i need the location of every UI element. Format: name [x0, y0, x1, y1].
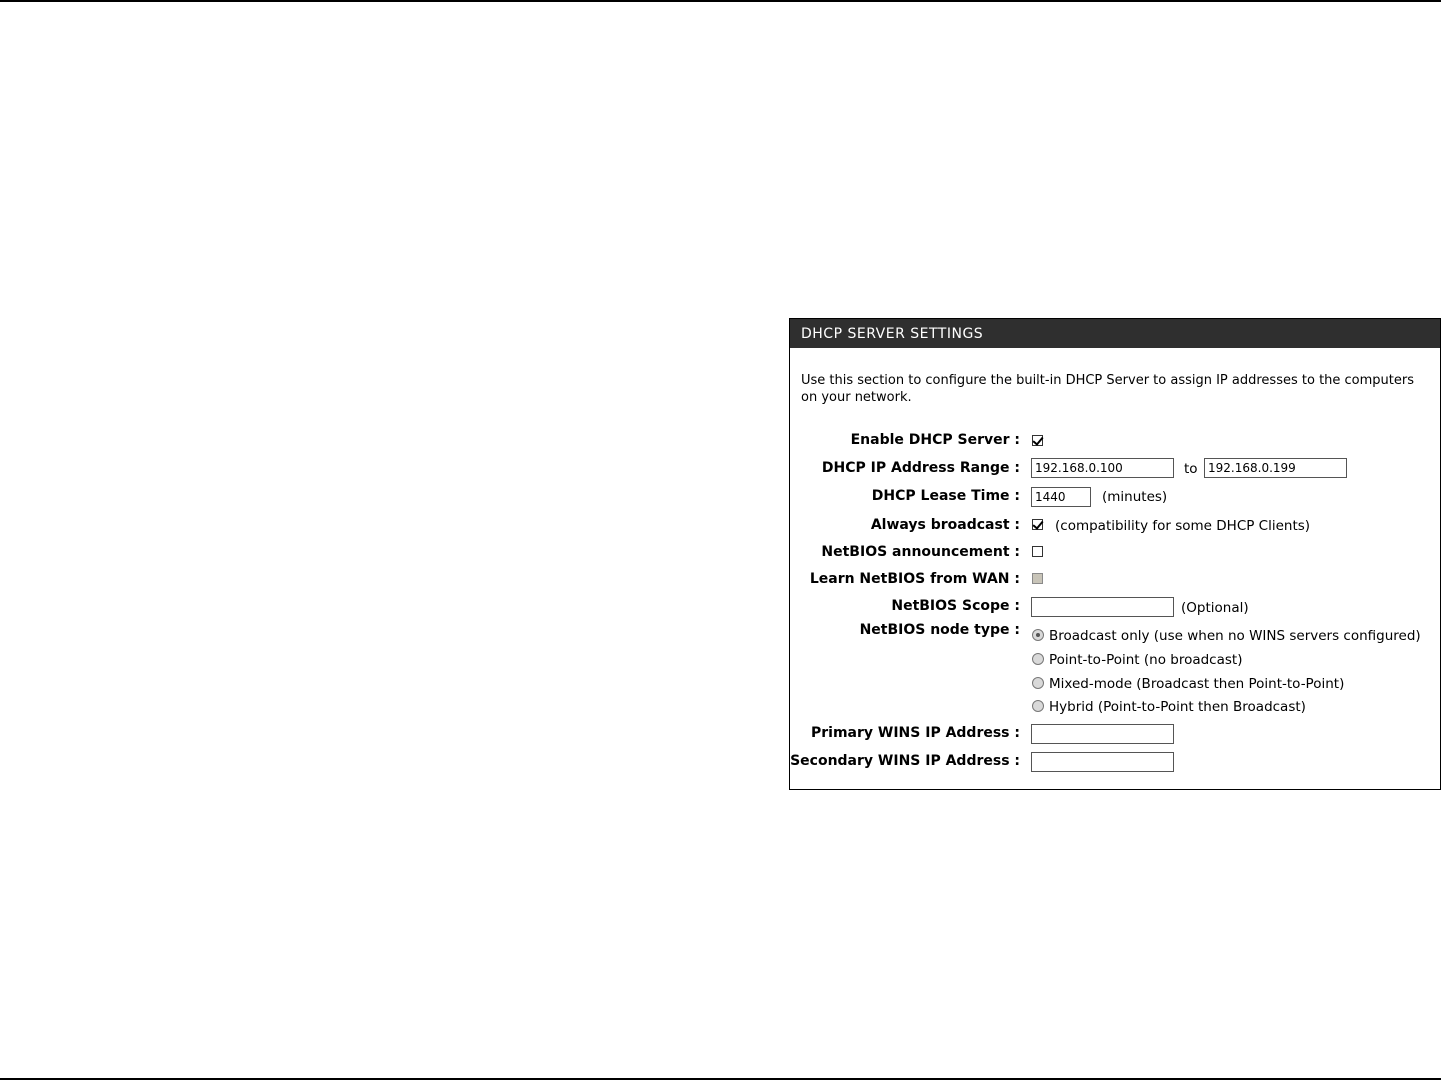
lease-time-unit: (minutes) — [1102, 489, 1168, 505]
ip-range-end-input[interactable] — [1204, 458, 1347, 478]
node-type-hybrid-label: Hybrid (Point-to-Point then Broadcast) — [1049, 699, 1306, 715]
lease-time-label: DHCP Lease Time : — [871, 488, 1020, 504]
netbios-announcement-label: NetBIOS announcement : — [821, 544, 1020, 560]
learn-netbios-wan-checkbox[interactable] — [1032, 573, 1043, 584]
always-broadcast-note: (compatibility for some DHCP Clients) — [1055, 518, 1311, 534]
node-type-broadcast-label: Broadcast only (use when no WINS servers configured) — [1049, 628, 1421, 644]
secondary-wins-label: Secondary WINS IP Address : — [790, 753, 1020, 769]
node-type-p2p-radio[interactable] — [1032, 653, 1044, 665]
netbios-node-type-label: NetBIOS node type : — [859, 622, 1020, 638]
secondary-wins-input[interactable] — [1031, 752, 1174, 772]
netbios-announcement-checkbox[interactable] — [1032, 546, 1043, 557]
lease-time-input[interactable] — [1031, 487, 1091, 507]
ip-range-to-label: to — [1184, 461, 1198, 477]
page-top-rule — [0, 0, 1441, 2]
enable-dhcp-label: Enable DHCP Server : — [850, 432, 1020, 448]
ip-range-start-input[interactable] — [1031, 458, 1174, 478]
learn-netbios-wan-label: Learn NetBIOS from WAN : — [809, 571, 1020, 587]
node-type-broadcast-radio[interactable] — [1032, 629, 1044, 641]
node-type-mixed-radio[interactable] — [1032, 677, 1044, 689]
ip-range-label: DHCP IP Address Range : — [821, 460, 1020, 476]
node-type-mixed-label: Mixed-mode (Broadcast then Point-to-Point) — [1049, 676, 1345, 692]
netbios-scope-label: NetBIOS Scope : — [891, 598, 1020, 614]
node-type-p2p-label: Point-to-Point (no broadcast) — [1049, 652, 1243, 668]
enable-dhcp-checkbox[interactable] — [1032, 435, 1043, 446]
panel-description: Use this section to configure the built-in DHCP Server to assign IP addresses to the computers on your network. — [801, 373, 1414, 405]
dhcp-server-settings-panel — [789, 318, 1441, 790]
panel-title: DHCP SERVER SETTINGS — [790, 319, 1440, 348]
netbios-scope-input[interactable] — [1031, 597, 1174, 617]
primary-wins-label: Primary WINS IP Address : — [811, 725, 1020, 741]
always-broadcast-label: Always broadcast : — [870, 517, 1020, 533]
netbios-scope-note: (Optional) — [1181, 600, 1249, 616]
always-broadcast-checkbox[interactable] — [1032, 519, 1043, 530]
node-type-hybrid-radio[interactable] — [1032, 700, 1044, 712]
page-bottom-rule — [0, 1078, 1441, 1080]
primary-wins-input[interactable] — [1031, 724, 1174, 744]
